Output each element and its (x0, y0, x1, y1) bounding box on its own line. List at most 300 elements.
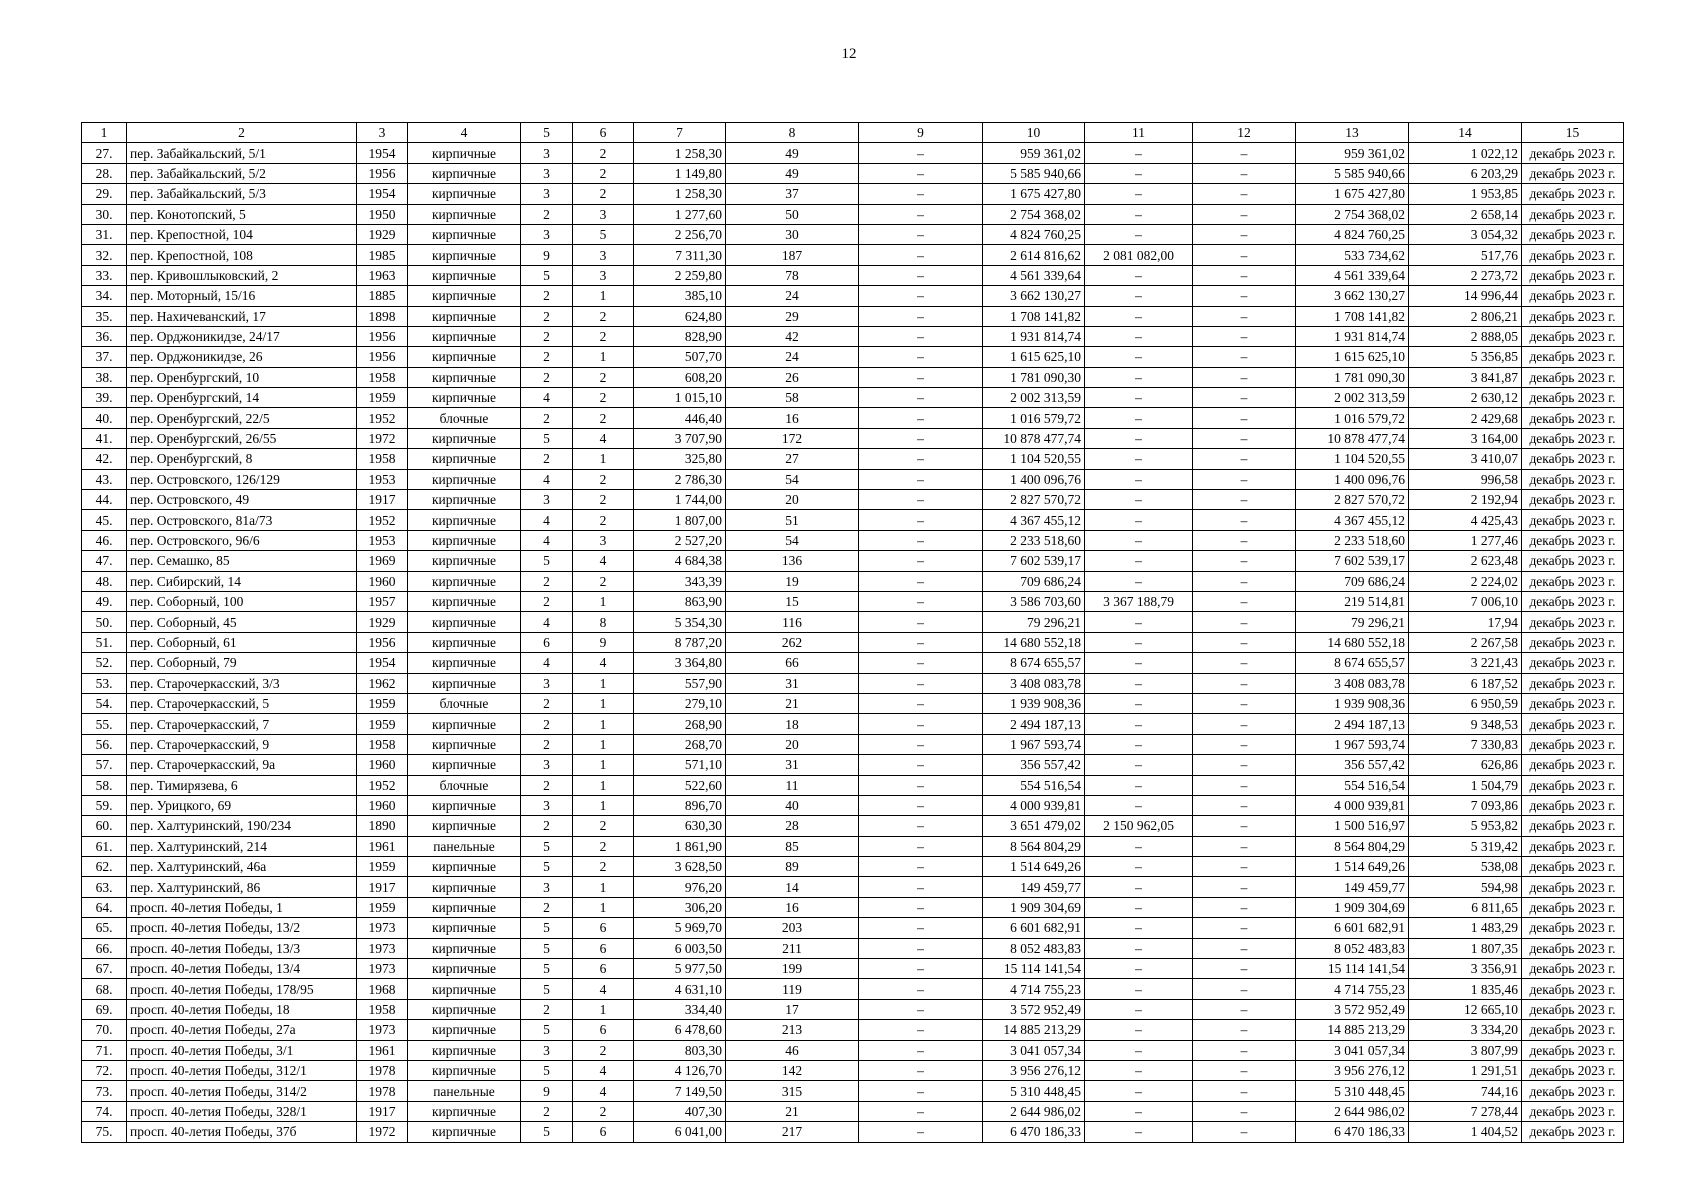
col-11-cell: – (1085, 897, 1193, 917)
residents-cell: 24 (726, 286, 859, 306)
address-cell: пер. Старочеркасский, 9а (127, 755, 357, 775)
year-built-cell: 1972 (357, 428, 408, 448)
col-9-cell: – (859, 143, 983, 163)
residents-cell: 42 (726, 326, 859, 346)
col-11-cell: – (1085, 367, 1193, 387)
total-cost-cell: 1 708 141,82 (983, 306, 1085, 326)
row-number-cell: 46. (82, 530, 127, 550)
col-11-cell: – (1085, 775, 1193, 795)
area-cell: 2 786,30 (634, 469, 726, 489)
deadline-cell: декабрь 2023 г. (1522, 367, 1624, 387)
total-cost-cell: 1 514 649,26 (983, 857, 1085, 877)
col-12-cell: – (1193, 245, 1296, 265)
table-row (82, 897, 1624, 917)
floors-cell: 5 (521, 857, 573, 877)
col-12-cell: – (1193, 734, 1296, 754)
area-cell: 6 003,50 (634, 938, 726, 958)
col-12-cell: – (1193, 551, 1296, 571)
col-9-cell: – (859, 1040, 983, 1060)
entrances-cell: 3 (573, 204, 634, 224)
residents-cell: 26 (726, 367, 859, 387)
address-cell: просп. 40-летия Победы, 3/1 (127, 1040, 357, 1060)
wall-material-cell: кирпичные (408, 1060, 521, 1080)
col-12-cell: – (1193, 1081, 1296, 1101)
table-row (82, 571, 1624, 591)
deadline-cell: декабрь 2023 г. (1522, 530, 1624, 550)
area-cell: 624,80 (634, 306, 726, 326)
entrances-cell: 5 (573, 224, 634, 244)
cost-per-sqm-cell: 5 953,82 (1409, 816, 1522, 836)
address-cell: пер. Старочеркасский, 9 (127, 734, 357, 754)
floors-cell: 2 (521, 347, 573, 367)
residents-cell: 116 (726, 612, 859, 632)
entrances-cell: 2 (573, 490, 634, 510)
address-cell: пер. Островского, 49 (127, 490, 357, 510)
floors-cell: 9 (521, 245, 573, 265)
area-cell: 1 258,30 (634, 143, 726, 163)
area-cell: 630,30 (634, 816, 726, 836)
table-row (82, 979, 1624, 999)
col-13-cost-cell: 356 557,42 (1296, 755, 1409, 775)
entrances-cell: 6 (573, 1122, 634, 1142)
col-12-cell: – (1193, 755, 1296, 775)
col-11-cell: – (1085, 326, 1193, 346)
wall-material-cell: кирпичные (408, 591, 521, 611)
row-number-cell: 54. (82, 693, 127, 713)
area-cell: 3 364,80 (634, 653, 726, 673)
area-cell: 522,60 (634, 775, 726, 795)
area-cell: 5 977,50 (634, 959, 726, 979)
year-built-cell: 1973 (357, 1020, 408, 1040)
residents-cell: 17 (726, 999, 859, 1019)
col-11-cell: – (1085, 959, 1193, 979)
table-row (82, 428, 1624, 448)
floors-cell: 4 (521, 469, 573, 489)
table-row (82, 918, 1624, 938)
year-built-cell: 1968 (357, 979, 408, 999)
year-built-cell: 1953 (357, 469, 408, 489)
deadline-cell: декабрь 2023 г. (1522, 591, 1624, 611)
deadline-cell: декабрь 2023 г. (1522, 306, 1624, 326)
area-cell: 803,30 (634, 1040, 726, 1060)
residents-cell: 27 (726, 449, 859, 469)
wall-material-cell: кирпичные (408, 877, 521, 897)
col-11-cell: – (1085, 877, 1193, 897)
year-built-cell: 1954 (357, 143, 408, 163)
row-number-cell: 65. (82, 918, 127, 938)
cost-per-sqm-cell: 3 334,20 (1409, 1020, 1522, 1040)
col-12-cell: – (1193, 612, 1296, 632)
cost-per-sqm-cell: 6 203,29 (1409, 163, 1522, 183)
col-9-cell: – (859, 775, 983, 795)
total-cost-cell: 2 644 986,02 (983, 1101, 1085, 1121)
table-row (82, 734, 1624, 754)
cost-per-sqm-cell: 744,16 (1409, 1081, 1522, 1101)
col-11-cell: – (1085, 428, 1193, 448)
col-9-cell: – (859, 551, 983, 571)
entrances-cell: 2 (573, 1040, 634, 1060)
floors-cell: 2 (521, 367, 573, 387)
area-cell: 325,80 (634, 449, 726, 469)
area-cell: 7 149,50 (634, 1081, 726, 1101)
col-12-cell: – (1193, 306, 1296, 326)
table-row (82, 367, 1624, 387)
residents-cell: 213 (726, 1020, 859, 1040)
entrances-cell: 2 (573, 408, 634, 428)
floors-cell: 3 (521, 143, 573, 163)
address-cell: пер. Соборный, 61 (127, 632, 357, 652)
floors-cell: 5 (521, 428, 573, 448)
col-12-cell: – (1193, 490, 1296, 510)
year-built-cell: 1978 (357, 1081, 408, 1101)
col-9-cell: – (859, 510, 983, 530)
wall-material-cell: кирпичные (408, 265, 521, 285)
wall-material-cell: кирпичные (408, 388, 521, 408)
floors-cell: 4 (521, 612, 573, 632)
table-row (82, 1101, 1624, 1121)
residents-cell: 136 (726, 551, 859, 571)
deadline-cell: декабрь 2023 г. (1522, 245, 1624, 265)
deadline-cell: декабрь 2023 г. (1522, 163, 1624, 183)
address-cell: пер. Островского, 126/129 (127, 469, 357, 489)
deadline-cell: декабрь 2023 г. (1522, 857, 1624, 877)
row-number-cell: 71. (82, 1040, 127, 1060)
row-number-cell: 51. (82, 632, 127, 652)
col-9-cell: – (859, 163, 983, 183)
table-row (82, 326, 1624, 346)
col-13-cost-cell: 2 754 368,02 (1296, 204, 1409, 224)
col-12-cell: – (1193, 571, 1296, 591)
entrances-cell: 2 (573, 388, 634, 408)
year-built-cell: 1954 (357, 653, 408, 673)
wall-material-cell: кирпичные (408, 510, 521, 530)
cost-per-sqm-cell: 3 841,87 (1409, 367, 1522, 387)
year-built-cell: 1961 (357, 1040, 408, 1060)
floors-cell: 2 (521, 734, 573, 754)
col-13-cost-cell: 10 878 477,74 (1296, 428, 1409, 448)
col-12-cell: – (1193, 265, 1296, 285)
residents-cell: 21 (726, 693, 859, 713)
col-13-cost-cell: 4 561 339,64 (1296, 265, 1409, 285)
area-cell: 828,90 (634, 326, 726, 346)
col-13-cost-cell: 1 500 516,97 (1296, 816, 1409, 836)
col-12-cell: – (1193, 143, 1296, 163)
col-13-cost-cell: 554 516,54 (1296, 775, 1409, 795)
col-11-cell: – (1085, 938, 1193, 958)
residents-cell: 262 (726, 632, 859, 652)
residents-cell: 16 (726, 897, 859, 917)
total-cost-cell: 1 939 908,36 (983, 693, 1085, 713)
address-cell: пер. Старочеркасский, 5 (127, 693, 357, 713)
col-11-cell: – (1085, 286, 1193, 306)
total-cost-cell: 2 494 187,13 (983, 714, 1085, 734)
area-cell: 608,20 (634, 367, 726, 387)
total-cost-cell: 79 296,21 (983, 612, 1085, 632)
cost-per-sqm-cell: 7 330,83 (1409, 734, 1522, 754)
floors-cell: 4 (521, 388, 573, 408)
year-built-cell: 1958 (357, 367, 408, 387)
deadline-cell: декабрь 2023 г. (1522, 469, 1624, 489)
col-11-cell: – (1085, 551, 1193, 571)
residents-cell: 58 (726, 388, 859, 408)
deadline-cell: декабрь 2023 г. (1522, 979, 1624, 999)
column-header-11: 11 (1085, 123, 1193, 143)
col-11-cell: – (1085, 693, 1193, 713)
address-cell: пер. Соборный, 100 (127, 591, 357, 611)
address-cell: просп. 40-летия Победы, 178/95 (127, 979, 357, 999)
year-built-cell: 1890 (357, 816, 408, 836)
deadline-cell: декабрь 2023 г. (1522, 918, 1624, 938)
col-12-cell: – (1193, 388, 1296, 408)
floors-cell: 3 (521, 163, 573, 183)
address-cell: пер. Сибирский, 14 (127, 571, 357, 591)
col-13-cost-cell: 79 296,21 (1296, 612, 1409, 632)
total-cost-cell: 1 016 579,72 (983, 408, 1085, 428)
col-9-cell: – (859, 897, 983, 917)
wall-material-cell: кирпичные (408, 326, 521, 346)
entrances-cell: 2 (573, 857, 634, 877)
col-12-cell: – (1193, 469, 1296, 489)
address-cell: пер. Кривошлыковский, 2 (127, 265, 357, 285)
entrances-cell: 4 (573, 979, 634, 999)
address-cell: просп. 40-летия Победы, 27а (127, 1020, 357, 1040)
entrances-cell: 1 (573, 673, 634, 693)
year-built-cell: 1952 (357, 775, 408, 795)
housing-register-table (81, 122, 1624, 1143)
col-9-cell: – (859, 265, 983, 285)
column-header-15: 15 (1522, 123, 1624, 143)
cost-per-sqm-cell: 1 807,35 (1409, 938, 1522, 958)
year-built-cell: 1898 (357, 306, 408, 326)
table-row (82, 632, 1624, 652)
entrances-cell: 6 (573, 938, 634, 958)
residents-cell: 172 (726, 428, 859, 448)
residents-cell: 30 (726, 224, 859, 244)
row-number-cell: 56. (82, 734, 127, 754)
entrances-cell: 8 (573, 612, 634, 632)
total-cost-cell: 8 052 483,83 (983, 938, 1085, 958)
row-number-cell: 39. (82, 388, 127, 408)
floors-cell: 5 (521, 918, 573, 938)
col-9-cell: – (859, 530, 983, 550)
row-number-cell: 36. (82, 326, 127, 346)
year-built-cell: 1917 (357, 1101, 408, 1121)
floors-cell: 5 (521, 938, 573, 958)
floors-cell: 2 (521, 897, 573, 917)
wall-material-cell: блочные (408, 408, 521, 428)
entrances-cell: 6 (573, 918, 634, 938)
residents-cell: 85 (726, 836, 859, 856)
deadline-cell: декабрь 2023 г. (1522, 1081, 1624, 1101)
year-built-cell: 1954 (357, 184, 408, 204)
floors-cell: 9 (521, 1081, 573, 1101)
address-cell: пер. Оренбургский, 10 (127, 367, 357, 387)
entrances-cell: 3 (573, 530, 634, 550)
column-header-1: 1 (82, 123, 127, 143)
residents-cell: 29 (726, 306, 859, 326)
entrances-cell: 4 (573, 1060, 634, 1080)
year-built-cell: 1917 (357, 877, 408, 897)
address-cell: пер. Соборный, 79 (127, 653, 357, 673)
residents-cell: 217 (726, 1122, 859, 1142)
col-12-cell: – (1193, 714, 1296, 734)
col-12-cell: – (1193, 163, 1296, 183)
total-cost-cell: 3 586 703,60 (983, 591, 1085, 611)
table-row (82, 530, 1624, 550)
area-cell: 4 631,10 (634, 979, 726, 999)
address-cell: пер. Островского, 96/6 (127, 530, 357, 550)
table-body (82, 143, 1624, 1142)
row-number-cell: 47. (82, 551, 127, 571)
col-13-cost-cell: 1 675 427,80 (1296, 184, 1409, 204)
wall-material-cell: кирпичные (408, 306, 521, 326)
wall-material-cell: кирпичные (408, 245, 521, 265)
deadline-cell: декабрь 2023 г. (1522, 816, 1624, 836)
row-number-cell: 30. (82, 204, 127, 224)
deadline-cell: декабрь 2023 г. (1522, 184, 1624, 204)
floors-cell: 2 (521, 1101, 573, 1121)
entrances-cell: 4 (573, 551, 634, 571)
total-cost-cell: 2 754 368,02 (983, 204, 1085, 224)
table-row (82, 653, 1624, 673)
residents-cell: 14 (726, 877, 859, 897)
wall-material-cell: кирпичные (408, 163, 521, 183)
total-cost-cell: 3 572 952,49 (983, 999, 1085, 1019)
year-built-cell: 1956 (357, 163, 408, 183)
residents-cell: 31 (726, 673, 859, 693)
table-row (82, 591, 1624, 611)
cost-per-sqm-cell: 626,86 (1409, 755, 1522, 775)
year-built-cell: 1929 (357, 612, 408, 632)
year-built-cell: 1985 (357, 245, 408, 265)
cost-per-sqm-cell: 2 888,05 (1409, 326, 1522, 346)
residents-cell: 40 (726, 795, 859, 815)
row-number-cell: 61. (82, 836, 127, 856)
col-13-cost-cell: 14 885 213,29 (1296, 1020, 1409, 1040)
area-cell: 863,90 (634, 591, 726, 611)
col-13-cost-cell: 1 615 625,10 (1296, 347, 1409, 367)
total-cost-cell: 8 564 804,29 (983, 836, 1085, 856)
col-9-cell: – (859, 1081, 983, 1101)
residents-cell: 16 (726, 408, 859, 428)
total-cost-cell: 2 233 518,60 (983, 530, 1085, 550)
table-row (82, 224, 1624, 244)
row-number-cell: 68. (82, 979, 127, 999)
address-cell: пер. Халтуринский, 86 (127, 877, 357, 897)
address-cell: просп. 40-летия Победы, 18 (127, 999, 357, 1019)
row-number-cell: 64. (82, 897, 127, 917)
col-13-cost-cell: 3 662 130,27 (1296, 286, 1409, 306)
area-cell: 385,10 (634, 286, 726, 306)
col-11-cell: – (1085, 1060, 1193, 1080)
area-cell: 1 744,00 (634, 490, 726, 510)
row-number-cell: 57. (82, 755, 127, 775)
column-header-14: 14 (1409, 123, 1522, 143)
address-cell: пер. Оренбургский, 22/5 (127, 408, 357, 428)
row-number-cell: 52. (82, 653, 127, 673)
col-13-cost-cell: 1 016 579,72 (1296, 408, 1409, 428)
table-row (82, 938, 1624, 958)
col-13-cost-cell: 2 644 986,02 (1296, 1101, 1409, 1121)
cost-per-sqm-cell: 1 404,52 (1409, 1122, 1522, 1142)
address-cell: просп. 40-летия Победы, 312/1 (127, 1060, 357, 1080)
entrances-cell: 6 (573, 959, 634, 979)
table-row (82, 877, 1624, 897)
row-number-cell: 50. (82, 612, 127, 632)
table-row (82, 714, 1624, 734)
address-cell: пер. Оренбургский, 8 (127, 449, 357, 469)
floors-cell: 3 (521, 224, 573, 244)
area-cell: 2 527,20 (634, 530, 726, 550)
row-number-cell: 27. (82, 143, 127, 163)
col-9-cell: – (859, 1020, 983, 1040)
year-built-cell: 1959 (357, 388, 408, 408)
col-12-cell: – (1193, 632, 1296, 652)
col-11-cell: – (1085, 388, 1193, 408)
total-cost-cell: 7 602 539,17 (983, 551, 1085, 571)
wall-material-cell: кирпичные (408, 428, 521, 448)
wall-material-cell: кирпичные (408, 367, 521, 387)
total-cost-cell: 15 114 141,54 (983, 959, 1085, 979)
col-12-cell: – (1193, 1040, 1296, 1060)
residents-cell: 142 (726, 1060, 859, 1080)
year-built-cell: 1960 (357, 571, 408, 591)
deadline-cell: декабрь 2023 г. (1522, 1020, 1624, 1040)
col-11-cell: – (1085, 184, 1193, 204)
table-row (82, 857, 1624, 877)
wall-material-cell: кирпичные (408, 571, 521, 591)
col-12-cell: – (1193, 999, 1296, 1019)
wall-material-cell: кирпичные (408, 551, 521, 571)
year-built-cell: 1959 (357, 693, 408, 713)
address-cell: пер. Забайкальский, 5/2 (127, 163, 357, 183)
entrances-cell: 2 (573, 510, 634, 530)
table-row (82, 388, 1624, 408)
row-number-cell: 32. (82, 245, 127, 265)
area-cell: 446,40 (634, 408, 726, 428)
wall-material-cell: кирпичные (408, 959, 521, 979)
table-row (82, 673, 1624, 693)
col-13-cost-cell: 8 052 483,83 (1296, 938, 1409, 958)
deadline-cell: декабрь 2023 г. (1522, 551, 1624, 571)
deadline-cell: декабрь 2023 г. (1522, 612, 1624, 632)
entrances-cell: 1 (573, 449, 634, 469)
address-cell: просп. 40-летия Победы, 1 (127, 897, 357, 917)
col-13-cost-cell: 8 564 804,29 (1296, 836, 1409, 856)
col-9-cell: – (859, 857, 983, 877)
address-cell: пер. Забайкальский, 5/3 (127, 184, 357, 204)
entrances-cell: 3 (573, 265, 634, 285)
wall-material-cell: кирпичные (408, 1122, 521, 1142)
area-cell: 8 787,20 (634, 632, 726, 652)
deadline-cell: декабрь 2023 г. (1522, 632, 1624, 652)
column-header-2: 2 (127, 123, 357, 143)
total-cost-cell: 2 614 816,62 (983, 245, 1085, 265)
cost-per-sqm-cell: 1 483,29 (1409, 918, 1522, 938)
col-13-cost-cell: 3 572 952,49 (1296, 999, 1409, 1019)
col-13-cost-cell: 2 827 570,72 (1296, 490, 1409, 510)
area-cell: 1 258,30 (634, 184, 726, 204)
col-13-cost-cell: 959 361,02 (1296, 143, 1409, 163)
table-row (82, 1122, 1624, 1142)
floors-cell: 2 (521, 326, 573, 346)
wall-material-cell: кирпичные (408, 816, 521, 836)
table-row (82, 795, 1624, 815)
col-9-cell: – (859, 490, 983, 510)
col-11-cell: – (1085, 734, 1193, 754)
year-built-cell: 1958 (357, 734, 408, 754)
residents-cell: 187 (726, 245, 859, 265)
